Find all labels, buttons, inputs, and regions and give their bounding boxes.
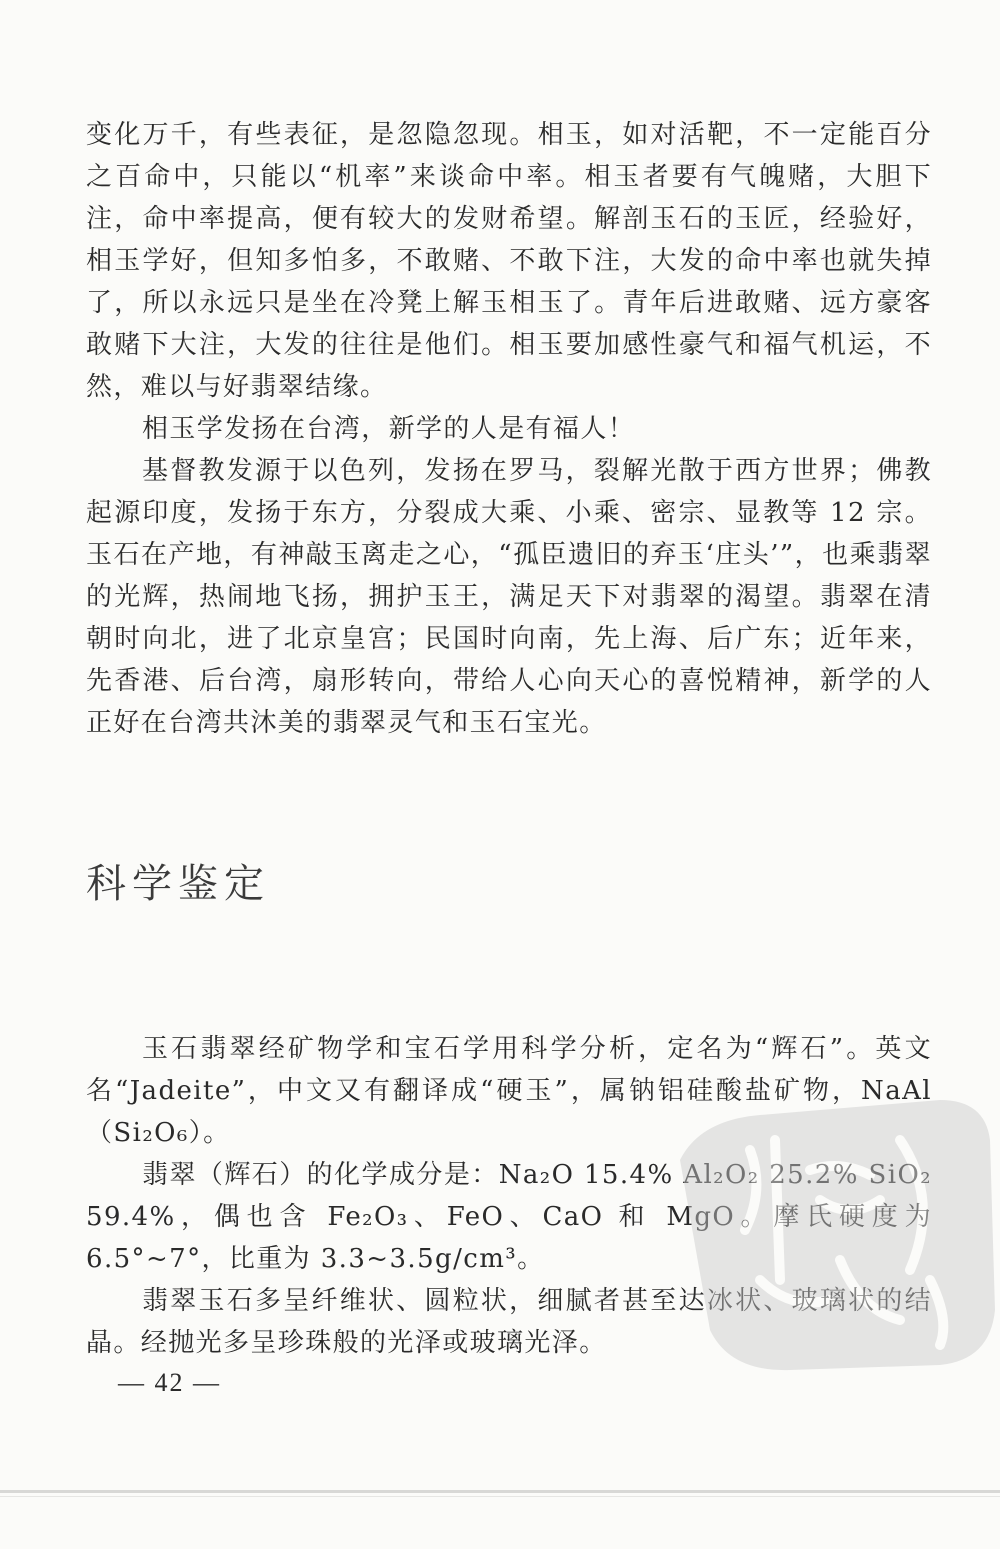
section-heading: 科学鉴定 — [86, 861, 270, 907]
page-edge-rule — [0, 1490, 1000, 1493]
paragraph-continuation: 变化万千，有些表征，是忽隐忽现。相玉，如对活靶，不一定能百分之百命中，只能以“机率”来谈命中率。相玉者要有气魄赌，大胆下注，命中率提高，便有较大的发财希望。解剖玉石的玉匠，经验好，相玉学好，但知多怕多，不敢赌、不敢下注，大发的命中率也就失掉了，所以永远只是坐在冷凳上解玉相玉了。青年后进敢赌、远方豪客敢赌下大注，大发的往往是他们。相玉要加感性豪气和福气机运，不然，难以与好翡翠结缘。 — [86, 120, 932, 402]
paragraph: 玉石翡翠经矿物学和宝石学用科学分析，定名为“辉石”。英文名“Jadeite”，中文又有翻译成“硬玉”，属钠铝硅酸盐矿物，NaAl（Si₂O₆）。 — [86, 1034, 932, 1148]
paragraph: 相玉学发扬在台湾，新学的人是有福人！ — [142, 414, 636, 444]
page-edge-rule-secondary — [0, 1496, 1000, 1497]
top-text-block — [86, 114, 932, 744]
paragraph: 翡翠（辉石）的化学成分是：Na₂O 15.4% Al₂O₂ 25.2% SiO₂ 59.4%，偶也含 Fe₂O₃、FeO、CaO 和 MgO。摩氏硬度为 6.5°~7°，比重为 3.3~3.5g/cm³。 — [86, 1160, 932, 1274]
paragraph: 基督教发源于以色列，发扬在罗马，裂解光散于西方世界；佛教起源印度，发扬于东方，分裂成大乘、小乘、密宗、显教等 12 宗。玉石在产地，有神敲玉离走之心，“孤臣遗旧的弃玉‘庄头’”，也乘翡翠的光辉，热闹地飞扬，拥护玉王，满足天下对翡翠的渴望。翡翠在清朝时向北，进了北京皇宫；民国时向南，先上海、后广东；近年来，先香港、后台湾，扇形转向，带给人心向天心的喜悦精神，新学的人正好在台湾共沐美的翡翠灵气和玉石宝光。 — [86, 456, 932, 738]
seal-stamp-icon — [640, 1080, 1000, 1380]
paragraph: 翡翠玉石多呈纤维状、圆粒状，细腻者甚至达冰状、玻璃状的结晶。经抛光多呈珍珠般的光泽或玻璃光泽。 — [86, 1286, 932, 1358]
page-number: — 42 — — [118, 1368, 221, 1397]
